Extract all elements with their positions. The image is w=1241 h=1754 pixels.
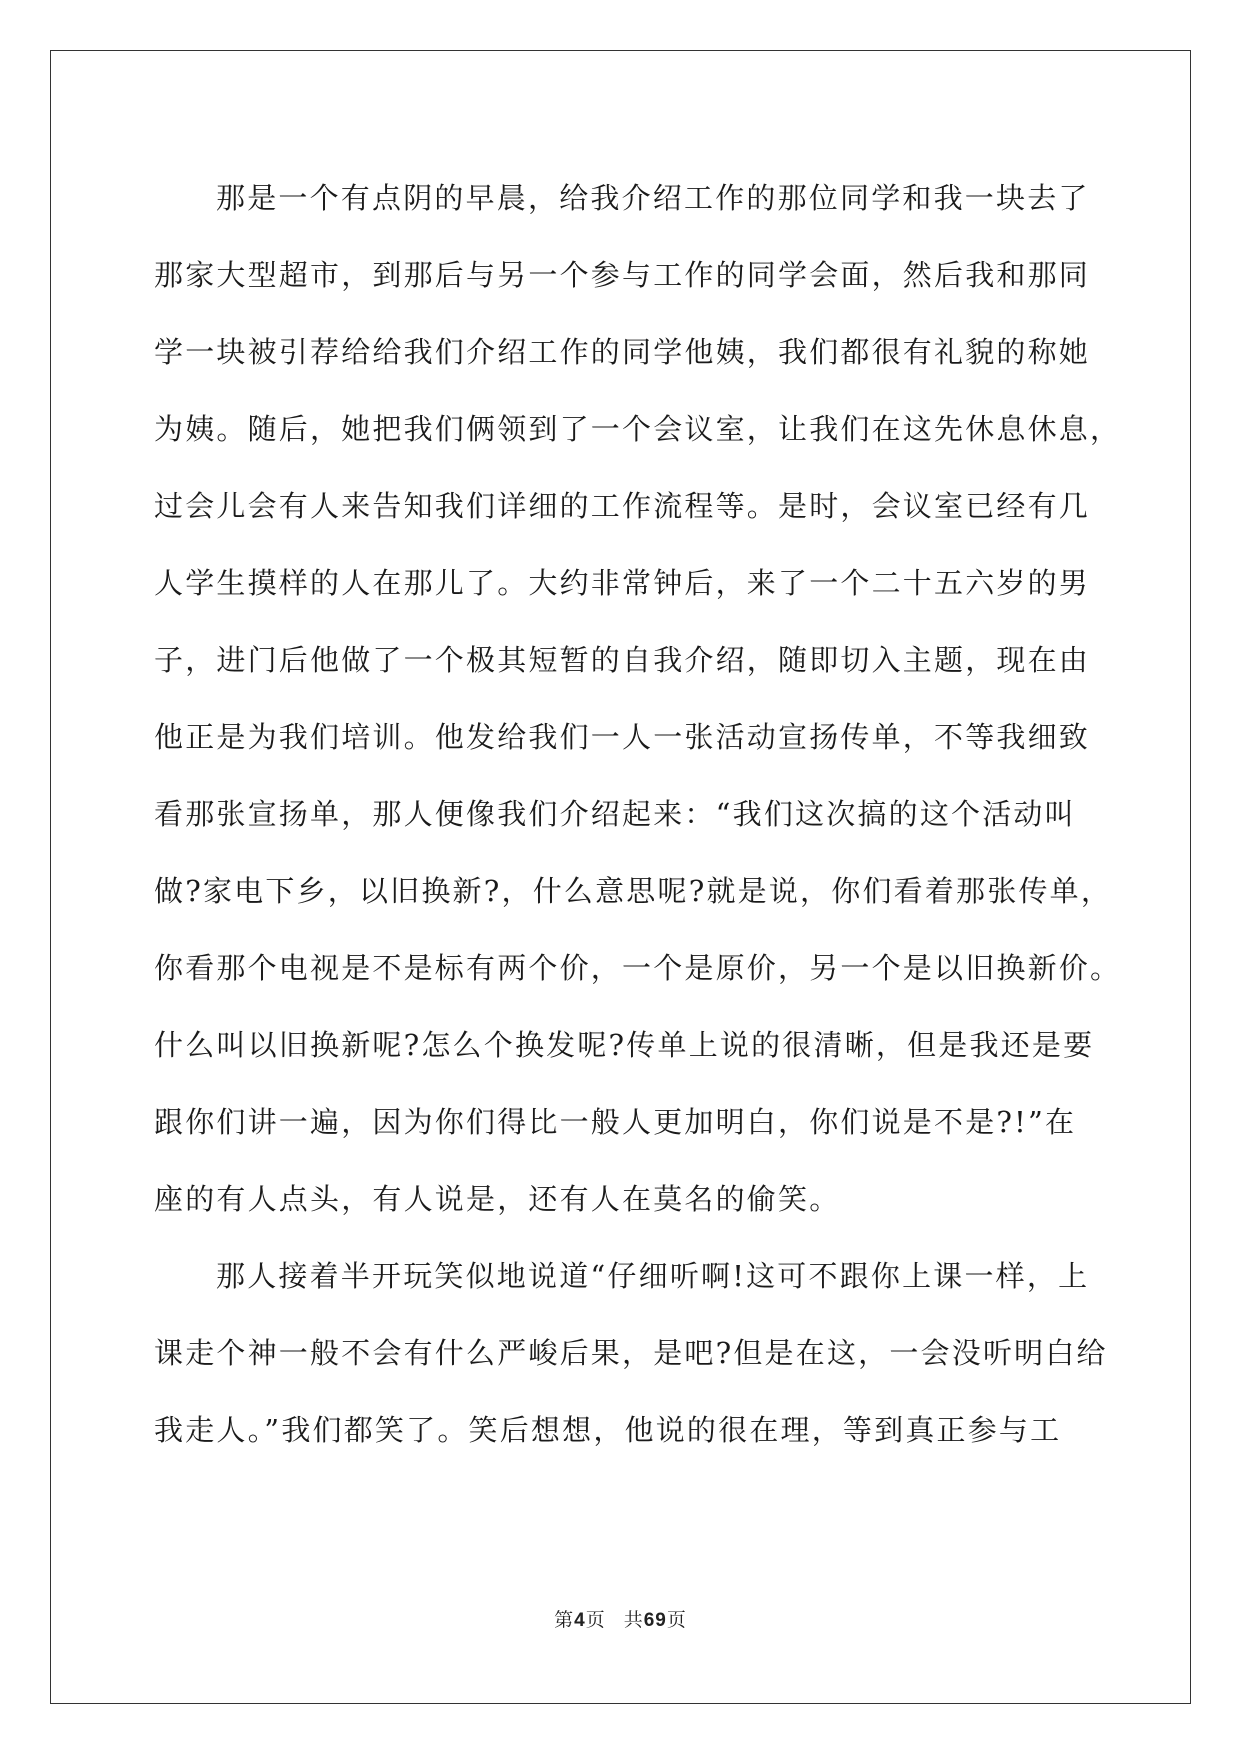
text-line: 看那张宣扬单，那人便像我们介绍起来：“我们这次搞的这个活动叫 xyxy=(154,797,1076,831)
text-line: 人学生摸样的人在那儿了。大约非常钟后，来了一个二十五六岁的男 xyxy=(154,566,1091,600)
text-line: 做?家电下乡，以旧换新?，什么意思呢?就是说，你们看着那张传单， xyxy=(154,874,1113,908)
text-line: 你看那个电视是不是标有两个价，一个是原价，另一个是以旧换新价。 xyxy=(154,951,1122,985)
text-line: 子，进门后他做了一个极其短暂的自我介绍，随即切入主题，现在由 xyxy=(154,643,1091,677)
text-line: 为姨。随后，她把我们俩领到了一个会议室，让我们在这先休息休息， xyxy=(154,412,1122,446)
text-line: 学一块被引荐给给我们介绍工作的同学他姨，我们都很有礼貌的称她 xyxy=(154,335,1091,369)
total-suffix: 页 xyxy=(666,1609,687,1631)
page-footer xyxy=(0,1605,1241,1632)
text-line: 那是一个有点阴的早晨，给我介绍工作的那位同学和我一块去了 xyxy=(216,181,1090,215)
total-prefix: 共 xyxy=(623,1609,644,1631)
paragraph-1 xyxy=(154,160,1122,1238)
text-line: 那人接着半开玩笑似地说道“仔细听啊!这可不跟你上课一样，上 xyxy=(216,1259,1090,1293)
text-line: 他正是为我们培训。他发给我们一人一张活动宣扬传单，不等我细致 xyxy=(154,720,1091,754)
text-line: 什么叫以旧换新呢?怎么个换发呢?传单上说的很清晰，但是我还是要 xyxy=(154,1028,1095,1062)
text-line: 那家大型超市，到那后与另一个参与工作的同学会面，然后我和那同 xyxy=(154,258,1091,292)
text-line: 课走个神一般不会有什么严峻后果，是吧?但是在这，一会没听明白给 xyxy=(154,1336,1108,1370)
text-line: 过会儿会有人来告知我们详细的工作流程等。是时，会议室已经有几 xyxy=(154,489,1091,523)
text-line: 座的有人点头，有人说是，还有人在莫名的偷笑。 xyxy=(154,1182,841,1216)
page-number: 4 xyxy=(574,1610,586,1631)
page-suffix: 页 xyxy=(585,1609,606,1631)
page-prefix: 第 xyxy=(554,1609,575,1631)
paragraph-2 xyxy=(154,1238,1108,1469)
text-line: 跟你们讲一遍，因为你们得比一般人更加明白，你们说是不是?!”在 xyxy=(154,1105,1077,1139)
total-pages: 69 xyxy=(643,1610,667,1631)
document-body xyxy=(154,160,1122,1469)
text-line: 我走人。”我们都笑了。笑后想想，他说的很在理，等到真正参与工 xyxy=(154,1413,1062,1447)
